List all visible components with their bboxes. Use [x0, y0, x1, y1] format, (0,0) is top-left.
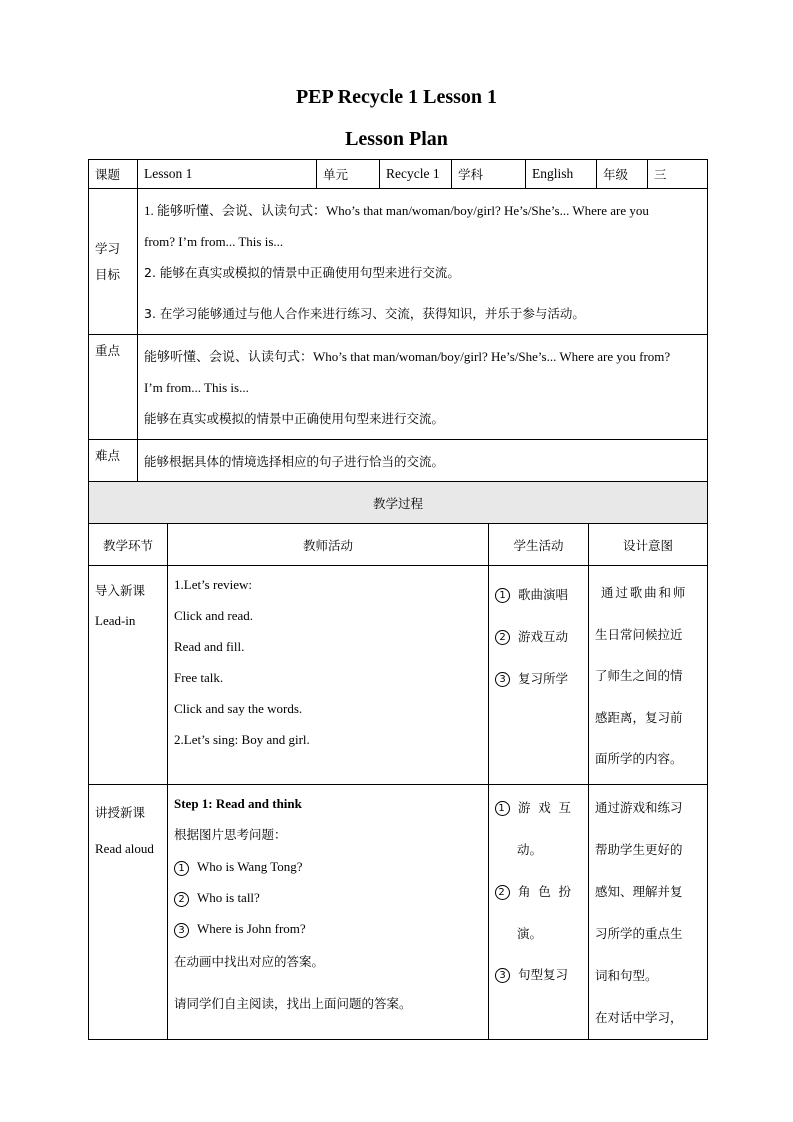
question-item: 2 Who is tall? — [174, 882, 482, 913]
col-teacher: 教师活动 — [168, 524, 489, 566]
objectives-label-2: 目标 — [95, 266, 121, 282]
stage-en: Read aloud — [95, 841, 154, 856]
circled-number: 2 — [495, 630, 510, 645]
objectives-content — [138, 189, 708, 335]
teacher-line: Read and fill. — [174, 639, 245, 654]
design-intent — [589, 566, 708, 785]
circled-number: 3 — [174, 923, 189, 938]
student-item-cont: 演。 — [517, 926, 543, 941]
difficulties-row — [89, 440, 708, 482]
student-item-cont: 动。 — [517, 842, 543, 857]
subject-label: 学科 — [452, 160, 526, 189]
process-heading-row — [89, 482, 708, 524]
teacher-line: 1.Let’s review: — [174, 577, 252, 592]
process-table — [88, 481, 708, 1040]
student-item: 3 句型复习 — [495, 955, 582, 995]
process-row-lead-in — [89, 566, 708, 785]
process-header-row — [89, 524, 708, 566]
circled-number: 3 — [495, 672, 510, 687]
key-point-line-1: 能够听懂、会说、认读句式：Who’s that man/woman/boy/girl? He’s/She’s... Where are you from? — [144, 349, 671, 364]
student-item: 1 歌曲演唱 — [495, 574, 582, 616]
difficulties-label: 难点 — [89, 440, 138, 482]
stage-cn: 导入新课 — [95, 583, 146, 598]
teacher-line: Click and say the words. — [174, 701, 303, 716]
grade-value: 三 — [648, 160, 708, 189]
circled-number: 1 — [174, 861, 189, 876]
grade-label: 年级 — [597, 160, 648, 189]
circled-number: 1 — [495, 801, 510, 816]
teacher-line: 请同学们自主阅读，找出上面问题的答案。 — [174, 996, 412, 1011]
circled-number: 2 — [174, 892, 189, 907]
subject-value: English — [526, 160, 597, 189]
key-point-line-2: I’m from... This is... — [144, 380, 249, 395]
process-row-read-aloud — [89, 785, 708, 1040]
process-heading: 教学过程 — [89, 482, 708, 524]
stage-cell — [89, 566, 168, 785]
objectives-row — [89, 189, 708, 335]
topic-label: 课题 — [89, 160, 138, 189]
question-item: 1 Who is Wang Tong? — [174, 851, 482, 882]
design-line: 习所学的重点生 — [595, 926, 683, 941]
unit-value: Recycle 1 — [380, 160, 452, 189]
topic-value: Lesson 1 — [138, 160, 317, 189]
objective-line-3: 2. 能够在真实或模拟的情景中正确使用句型来进行交流。 — [144, 265, 460, 280]
objectives-label — [89, 189, 138, 335]
objectives-label-1: 学习 — [95, 240, 121, 256]
teacher-line: 在动画中找出对应的答案。 — [174, 954, 325, 969]
design-line: 面所学的内容。 — [595, 751, 683, 766]
student-activity — [489, 785, 589, 1040]
unit-label: 单元 — [317, 160, 380, 189]
objective-line-1: 1. 能够听懂、会说、认读句式：Who’s that man/woman/boy/girl? He’s/She’s... Where are you — [144, 203, 649, 218]
teacher-line: Free talk. — [174, 670, 224, 685]
student-item: 3 复习所学 — [495, 658, 582, 700]
key-points-row — [89, 335, 708, 440]
student-item: 2 游戏互动 — [495, 616, 582, 658]
key-points-label: 重点 — [89, 335, 138, 440]
design-line: 通过游戏和练习 — [595, 800, 683, 815]
circled-number: 1 — [495, 588, 510, 603]
step-title: Step 1: Read and think — [174, 796, 302, 811]
design-line: 通过歌曲和师 — [601, 585, 688, 600]
design-line: 在对话中学习， — [595, 1010, 683, 1025]
student-activity — [489, 566, 589, 785]
page-subtitle: Lesson Plan — [345, 128, 448, 150]
design-intent — [589, 785, 708, 1040]
teacher-line: Click and read. — [174, 608, 254, 623]
student-item: 2 角 色 扮 — [495, 871, 582, 913]
circled-number: 3 — [495, 968, 510, 983]
design-line: 了师生之间的情 — [595, 668, 683, 683]
design-line: 感知、理解并复 — [595, 884, 683, 899]
stage-en: Lead-in — [95, 613, 136, 628]
design-line: 词和句型。 — [595, 968, 658, 983]
key-point-line-3: 能够在真实或模拟的情景中正确使用句型来进行交流。 — [144, 411, 445, 426]
student-item: 1 游 戏 互 — [495, 787, 582, 829]
col-design: 设计意图 — [589, 524, 708, 566]
circled-number: 2 — [495, 885, 510, 900]
teacher-activity — [168, 785, 489, 1040]
stage-cn: 讲授新课 — [95, 805, 146, 820]
design-line: 生日常问候拉近 — [595, 626, 683, 642]
design-line: 感距离，复习前 — [595, 709, 683, 725]
info-row — [89, 160, 708, 189]
page-title: PEP Recycle 1 Lesson 1 — [295, 86, 498, 108]
col-student: 学生活动 — [489, 524, 589, 566]
key-points-content — [138, 335, 708, 440]
stage-cell — [89, 785, 168, 1040]
teacher-intro: 根据图片思考问题： — [174, 827, 287, 842]
teacher-activity — [168, 566, 489, 785]
teacher-line: 2.Let’s sing: Boy and girl. — [174, 732, 310, 747]
col-stage: 教学环节 — [89, 524, 168, 566]
design-line: 帮助学生更好的 — [595, 842, 683, 857]
difficulties-content: 能够根据具体的情境选择相应的句子进行恰当的交流。 — [138, 440, 708, 482]
objective-line-2: from? I’m from... This is... — [144, 234, 284, 249]
question-item: 3 Where is John from? — [174, 913, 482, 944]
lesson-info-table — [88, 159, 708, 482]
objective-line-4: 3. 在学习能够通过与他人合作来进行练习、交流，获得知识，并乐于参与活动。 — [144, 306, 585, 321]
